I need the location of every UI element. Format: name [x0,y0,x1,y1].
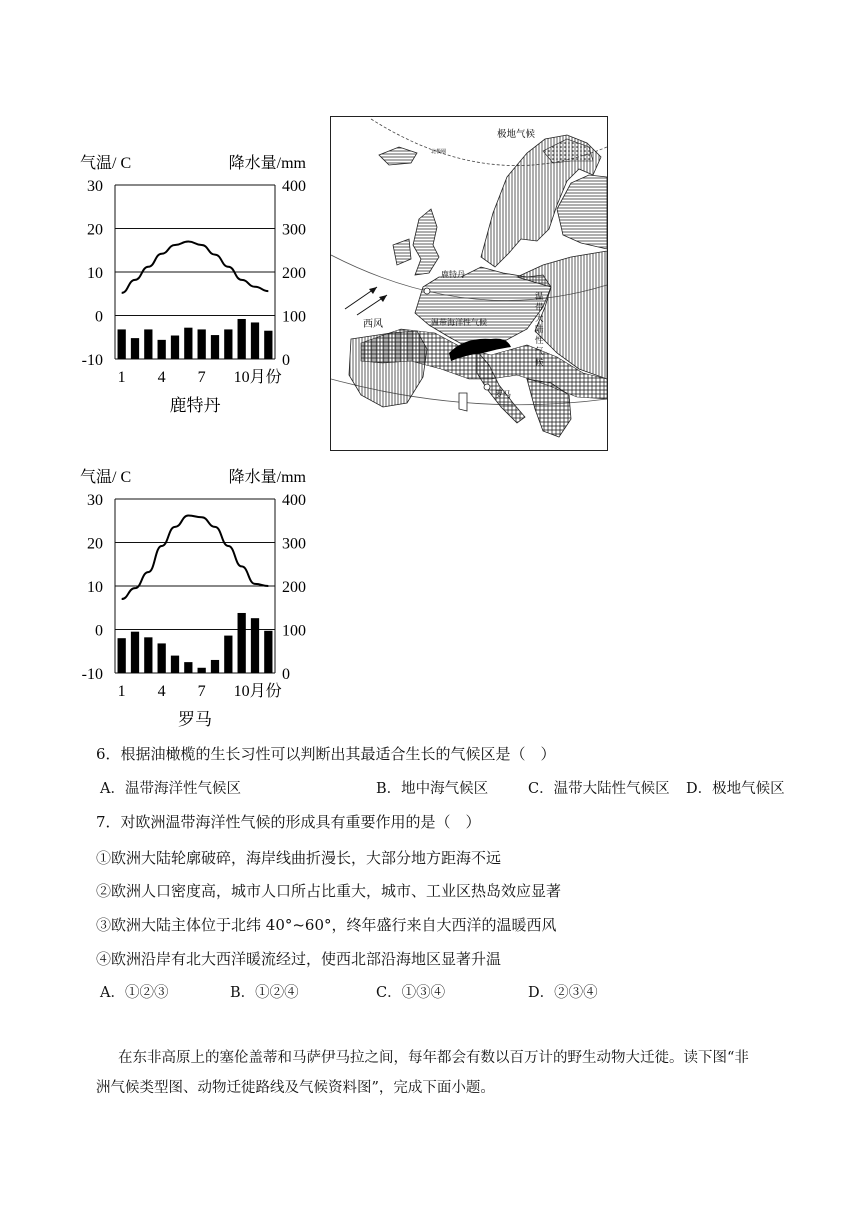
month-tick-label: 4 [157,683,166,700]
q7-statement-4: ④欧洲沿岸有北大西洋暖流经过，使西北部沿海地区显著升温 [96,950,502,968]
q6-option-d[interactable]: D．极地气候区 [686,781,785,797]
temperature-tick-label: 20 [87,535,103,553]
continental-climate-label: 温带大陆性气候 [535,292,544,368]
passage-line-2: 洲气候类型图、动物迁徙路线及气候资料图”，完成下面小题。 [96,1080,495,1096]
precipitation-bar [144,637,152,673]
iceland-region [379,147,417,165]
q7-option-c[interactable]: C．①③④ [376,985,446,1001]
month-tick-label: 7 [197,683,206,700]
precipitation-bar [184,328,192,359]
europe-map-svg [331,117,607,450]
precipitation-bar [211,660,219,673]
precipitation-axis-title: 降水量/mm [228,155,306,172]
chart-caption: 鹿特丹 [169,396,221,415]
precipitation-tick-label: 100 [282,622,306,640]
precipitation-bar [251,322,259,359]
temperature-line [122,516,269,600]
temperature-tick-label: -10 [81,352,103,369]
passage-line-1: 在东非高原上的塞伦盖蒂和马萨伊马拉之间，每年都会有数以百万计的野生动物大迁徙。读下图“非 [118,1050,749,1066]
precipitation-bar [131,632,139,673]
precipitation-axis-title: 降水量/mm [228,469,306,486]
precipitation-tick-label: 300 [282,535,306,553]
month-tick-label: 7 [197,369,206,386]
temperature-tick-label: -10 [81,666,103,683]
rotterdam-map-label: 鹿特丹 [441,270,465,279]
precipitation-bar [251,618,259,673]
month-tick-label: 1 [117,683,126,700]
month-axis-unit: 月份 [249,683,282,700]
precipitation-bar [131,338,139,359]
temperature-axis-title: 气温/ C [80,155,132,172]
q7-option-b[interactable]: B．①②④ [230,985,299,1001]
rotterdam-marker [424,288,430,294]
rome-climate-chart [60,462,330,732]
precipitation-bar [224,329,232,359]
oceanic-climate-label: 温带海洋性气候 [431,318,487,327]
precipitation-bar [158,643,166,673]
month-tick-label: 4 [157,369,166,386]
question-6-stem: 6．根据油橄榄的生长习性可以判断出其最适合生长的气候区是（ ） [96,745,556,763]
precipitation-bar [118,638,126,673]
temperature-tick-label: 20 [87,221,103,239]
precipitation-bar [118,329,126,359]
precipitation-bar [224,636,232,673]
precipitation-bar [238,319,246,359]
west-wind-arrows [345,287,387,315]
precipitation-bar [144,329,152,359]
precipitation-tick-label: 200 [282,265,306,282]
q6-option-a[interactable]: A．温带海洋性气候区 [100,781,241,797]
precipitation-tick-label: 300 [282,221,306,239]
q7-statement-1: ①欧洲大陆轮廓破碎，海岸线曲折漫长，大部分地方距海不远 [96,849,502,867]
great-britain-region [413,209,439,275]
month-axis-unit: 月份 [249,369,282,386]
rotterdam-climate-chart [60,148,330,418]
temperature-tick-label: 10 [87,579,103,596]
precipitation-tick-label: 0 [282,666,290,683]
precipitation-bar [264,331,272,359]
precipitation-bar [158,340,166,359]
precipitation-tick-label: 0 [282,352,290,369]
precipitation-bar [171,336,179,359]
precipitation-bar [171,656,179,673]
polar-climate-label: 极地气候 [497,129,536,140]
rome-map-label: 罗马 [495,390,511,399]
precipitation-bar [198,329,206,359]
precipitation-bar [264,631,272,673]
q6-option-c[interactable]: C．温带大陆性气候区 [528,781,670,797]
rome-marker [484,384,490,390]
precipitation-bar [184,662,192,673]
q7-statement-2: ②欧洲人口密度高，城市人口所占比重大，城市、工业区热岛效应显著 [96,882,562,900]
ireland-region [393,239,411,265]
europe-climate-map [330,116,608,451]
precipitation-bar [198,668,206,673]
q7-option-a[interactable]: A．①②③ [100,985,169,1001]
rome-chart-svg [60,462,330,732]
arctic-circle-label: 北极圈 [431,149,447,155]
temperature-tick-label: 10 [87,265,103,282]
precipitation-tick-label: 100 [282,308,306,326]
q6-option-b[interactable]: B．地中海气候区 [376,781,489,797]
precipitation-tick-label: 400 [282,178,306,195]
temperature-line [122,242,269,293]
corsica-sardinia [459,393,467,411]
temperature-axis-title: 气温/ C [80,469,132,486]
month-tick-label: 1 [117,369,126,386]
passage-intro [96,1043,786,1103]
rotterdam-chart-svg [60,148,330,418]
temperature-tick-label: 30 [87,492,103,509]
precipitation-bar [211,335,219,359]
temperature-tick-label: 0 [95,308,103,326]
q7-statement-3: ③欧洲大陆主体位于北纬 40°~60°，终年盛行来自大西洋的温暖西风 [96,916,557,934]
temperature-tick-label: 0 [95,622,103,640]
precipitation-tick-label: 400 [282,492,306,509]
temperature-tick-label: 30 [87,178,103,195]
month-tick-label: 10 [233,369,250,386]
west-wind-label: 西风 [363,319,383,330]
month-tick-label: 10 [233,683,250,700]
chart-caption: 罗马 [178,710,212,729]
question-7-stem: 7．对欧洲温带海洋性气候的形成具有重要作用的是（ ） [96,813,481,831]
q7-option-d[interactable]: D．②③④ [528,985,598,1001]
precipitation-bar [238,613,246,673]
precipitation-tick-label: 200 [282,579,306,596]
